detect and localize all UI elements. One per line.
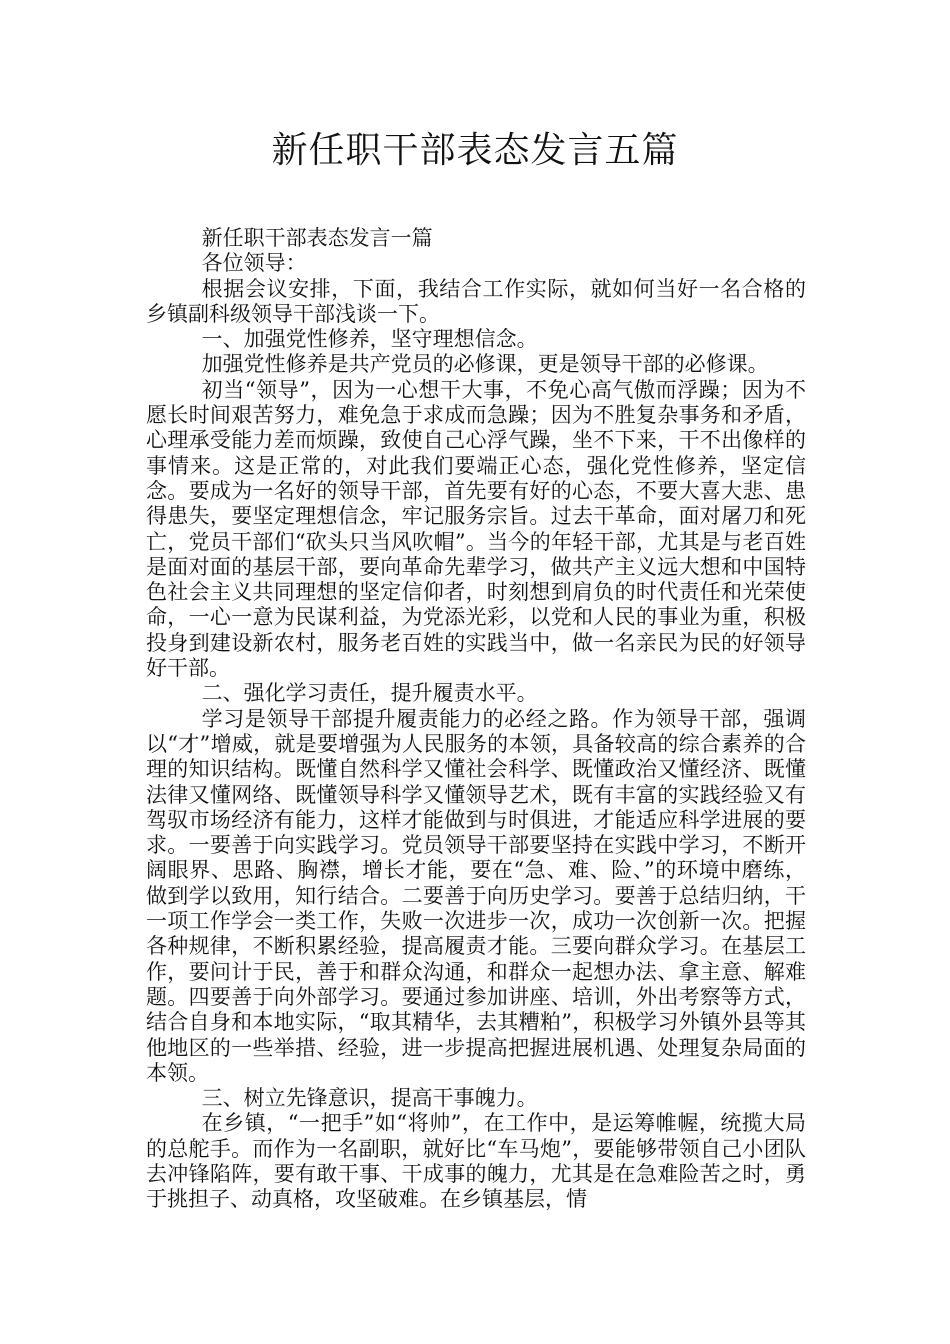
section-1-body-paragraph: 初当“领导”，因为一心想干大事，不免心高气傲而浮躁；因为不愿长时间艰苦努力，难免急于求成而急躁；因为不胜复杂事务和矛盾，心理承受能力差而烦躁，致使自己心浮气躁，坐不下来，干不出像样的事情来。这是正常的，对此我们要端正心态，强化党性修养，坚定信念。要成为一名好的领导干部，首先要有好的心态，不要大喜大悲、患得患失，要坚定理想信念，牢记服务宗旨。过去干革命，面对屠刀和死亡，党员干部们“砍头只当风吹帽”。当今的年轻干部，尤其是与老百姓是面对面的基层干部，要向革命先辈学习，做共产主义远大想和中国特色社会主义共同理想的坚定信仰者，时刻想到肩负的时代责任和光荣使命，一心一意为民谋利益，为党添光彩，以党和人民的事业为重，积极投身到建设新农村，服务老百姓的实践当中，做一名亲民为民的好领导好干部。 — [146, 377, 806, 681]
document-body — [146, 226, 806, 1213]
subtitle-paragraph: 新任职干部表态发言一篇 — [201, 226, 433, 250]
section-1-lead-paragraph: 加强党性修养是共产党员的必修课，更是领导干部的必修课。 — [201, 352, 769, 377]
document-title: 新任职干部表态发言五篇 — [271, 130, 679, 171]
salutation-paragraph: 各位领导： — [201, 251, 307, 276]
intro-paragraph: 根据会议安排，下面，我结合工作实际，就如何当好一名合格的乡镇副科级领导干部浅谈一下。 — [146, 276, 806, 326]
section-3-body-paragraph: 在乡镇，“一把手”如“将帅”，在工作中，是运筹帷幄，统揽大局的总舵手。而作为一名副职，就好比“车马炮”，要能够带领自己小团队去冲锋陷阵，要有敢干事、干成事的魄力，尤其是在急难险苦之时，勇于挑担子、动真格，攻坚破难。在乡镇基层，情 — [146, 1111, 806, 1212]
section-2-body-paragraph: 学习是领导干部提升履责能力的必经之路。作为领导干部，强调以“才”增威，就是要增强为人民服务的本领，具备较高的综合素养的合理的知识结构。既懂自然科学又懂社会科学、既懂政治又懂经济、既懂法律又懂网络、既懂领导科学又懂领导艺术，既有丰富的实践经验又有驾驭市场经济有能力，这样才能做到与时俱进，才能适应科学进展的要求。一要善于向实践学习。党员领导干部要坚持在实践中学习，不断开阔眼界、思路、胸襟，增长才能，要在“急、难、险、”的环境中磨练，做到学以致用，知行结合。二要善于向历史学习。要善于总结归纳，干一项工作学会一类工作，失败一次进步一次，成功一次创新一次。把握各种规律，不断积累经验，提高履责才能。三要向群众学习。在基层工作，要问计于民，善于和群众沟通，和群众一起想办法、拿主意、解难题。四要善于向外部学习。要通过参加讲座、培训，外出考察等方式，结合自身和本地实际，“取其精华，去其糟粕”，积极学习外镇外县等其他地区的一些举措、经验，进一步提高把握进展机遇、处理复杂局面的本领。 — [146, 706, 806, 1085]
section-heading-2: 二、强化学习责任，提升履责水平。 — [201, 681, 538, 706]
section-heading-3: 三、树立先锋意识，提高干事魄力。 — [201, 1086, 538, 1111]
section-heading-1: 一、加强党性修养，坚守理想信念。 — [201, 327, 538, 352]
